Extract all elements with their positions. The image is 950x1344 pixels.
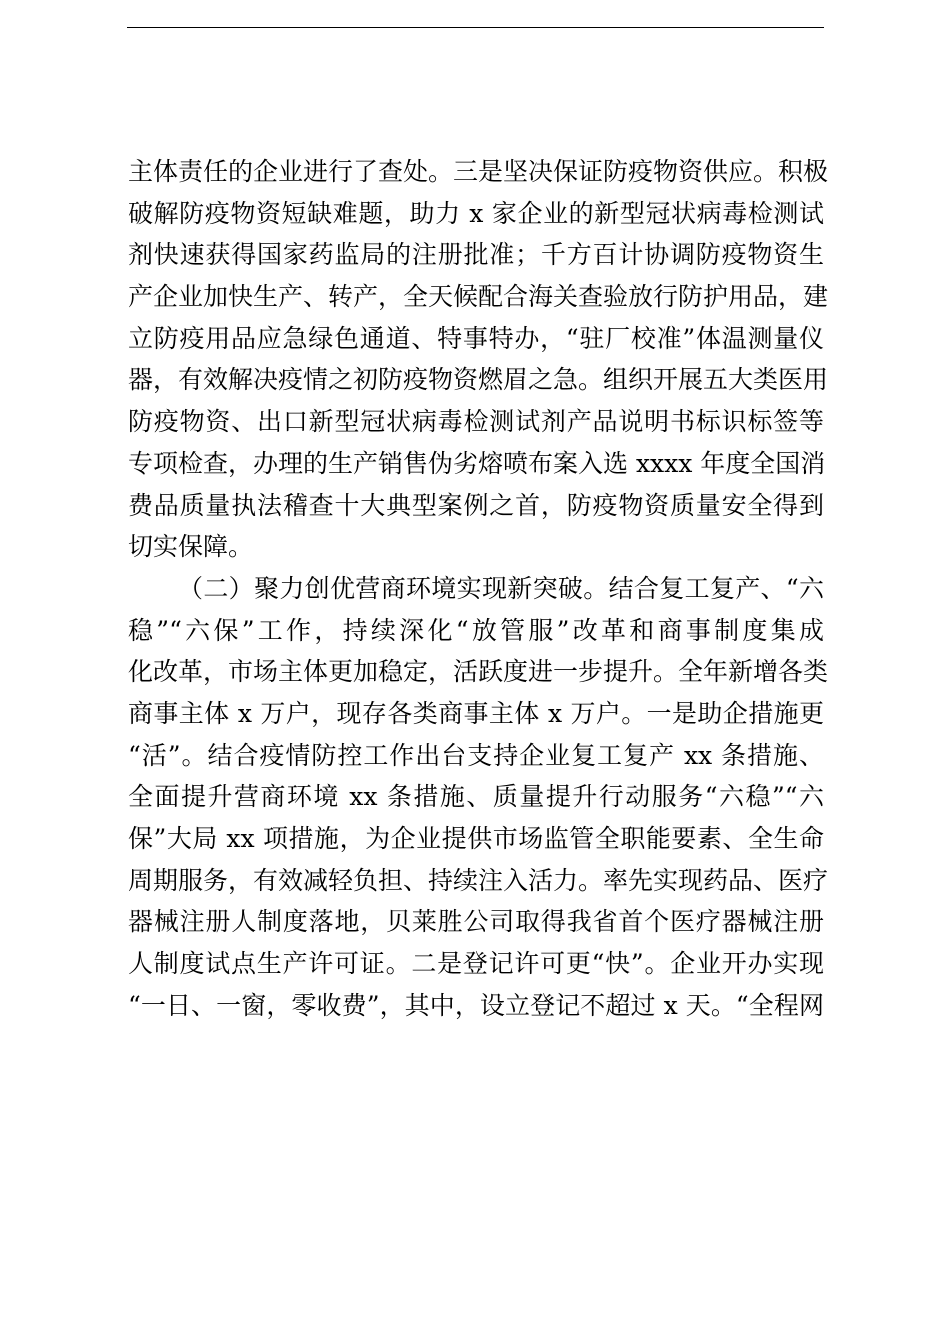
header-rule [127,27,824,28]
text-line: 主体责任的企业进行了查处。三是坚决保证防疫物资供应。积极 [128,157,829,186]
text-line: 周期服务，有效减轻负担、持续注入活力。率先实现药品、医疗 [128,865,829,895]
text-line: “一日、一窗，零收费”，其中，设立登记不超过 x 天。“全程网 [128,990,824,1020]
paragraph-2 [128,568,829,1027]
text-line: 商事主体 x 万户，现存各类商事主体 x 万户。一是助企措施更 [128,698,824,728]
text-line: 保”大局 xx 项措施，为企业提供市场监管全职能要素、全生命 [128,824,824,853]
text-line: 产企业加快生产、转产，全天候配合海关查验放行防护用品，建 [128,282,829,312]
text-line: 专项检查，办理的生产销售伪劣熔喷布案入选 xxxx 年度全国消 [128,448,826,478]
paragraph-1 [128,151,829,568]
text-line: “活”。结合疫情防控工作出台支持企业复工复产 xx 条措施、 [128,740,824,770]
text-line: 器，有效解决疫情之初防疫物资燃眉之急。组织开展五大类医用 [128,365,829,395]
text-line: 费品质量执法稽查十大典型案例之首，防疫物资质量安全得到 [128,490,824,520]
text-line: 化改革，市场主体更加稳定，活跃度进一步提升。全年新增各类 [128,657,829,687]
text-line: 防疫物资、出口新型冠状病毒检测试剂产品说明书标识标签等 [128,407,824,437]
text-line: 破解防疫物资短缺难题，助力 x 家企业的新型冠状病毒检测试 [128,198,824,228]
text-line: 立防疫用品应急绿色通道、特事特办，“驻厂校准”体温测量仪 [128,323,824,353]
text-line: （二）聚力创优营商环境实现新突破。结合复工复产、“六 [178,573,824,603]
text-line: 全面提升营商环境 xx 条措施、质量提升行动服务“六稳”“六 [128,782,824,812]
text-line: 器械注册人制度落地，贝莱胜公司取得我省首个医疗器械注册 [128,907,824,937]
text-line: 人制度试点生产许可证。二是登记许可更“快”。企业开办实现 [128,949,824,979]
page-body [128,151,829,1026]
text-line: 切实保障。 [128,532,254,562]
text-line: 剂快速获得国家药监局的注册批准；千方百计协调防疫物资生 [128,240,824,270]
text-line: 稳”“六保”工作，持续深化“放管服”改革和商事制度集成 [128,615,824,645]
